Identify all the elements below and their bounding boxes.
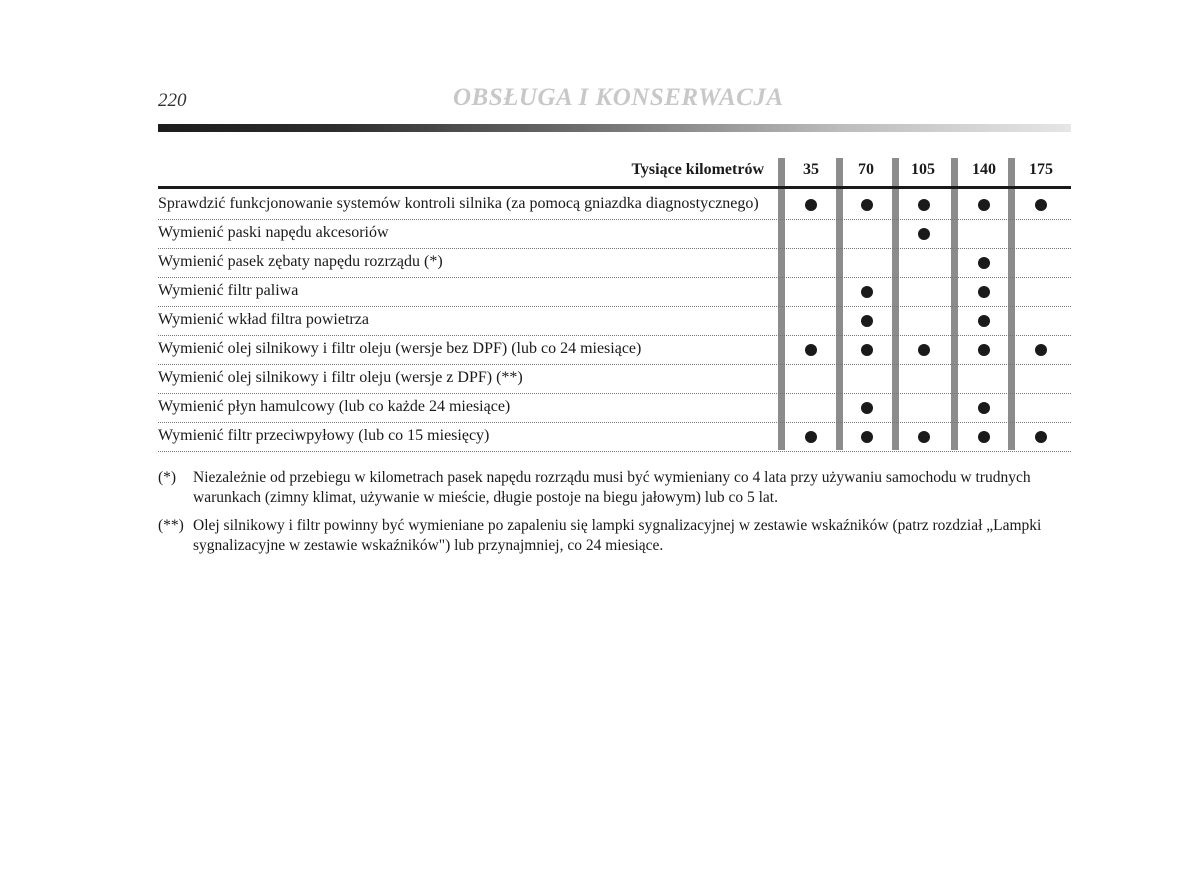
service-dot-icon xyxy=(918,344,930,356)
km-header-35: 35 xyxy=(803,161,819,178)
header-divider xyxy=(158,186,1071,189)
row-label: Wymienić olej silnikowy i filtr oleju (wersje z DPF) (**) xyxy=(158,369,523,386)
service-dot-icon xyxy=(1035,344,1047,356)
table-row xyxy=(158,190,1071,220)
service-dot-icon xyxy=(918,228,930,240)
service-dot-icon xyxy=(805,199,817,211)
row-label: Wymienić filtr paliwa xyxy=(158,282,299,299)
km-header-105: 105 xyxy=(911,161,935,178)
km-header-140: 140 xyxy=(972,161,996,178)
service-dot-icon xyxy=(978,344,990,356)
service-dot-icon xyxy=(1035,431,1047,443)
row-label: Wymienić olej silnikowy i filtr oleju (wersje bez DPF) (lub co 24 miesiące) xyxy=(158,340,642,357)
row-label: Wymienić filtr przeciwpyłowy (lub co 15 miesięcy) xyxy=(158,427,490,444)
header-rule xyxy=(158,124,1071,132)
km-header-70: 70 xyxy=(858,161,874,178)
service-dot-icon xyxy=(978,315,990,327)
footnote-text: Olej silnikowy i filtr powinny być wymieniane po zapaleniu się lampki sygnalizacyjnej w zestawie wskaźników (patrz rozdział „Lampki sygnalizacyjne w zestawie wskaźników") lub przynajmniej, co 24 miesiące. xyxy=(193,517,1042,554)
table-row xyxy=(158,277,1071,307)
service-dot-icon xyxy=(861,402,873,414)
row-label: Wymienić paski napędu akcesoriów xyxy=(158,224,389,241)
footnote-text: Niezależnie od przebiegu w kilometrach pasek napędu rozrządu musi być wymieniany co 4 lata przy używaniu samochodu w trudnych warunkach (zimny klimat, używanie w mieście, długie postoje na biegu jałowym) lub co 5 lat. xyxy=(193,469,1031,506)
table-row xyxy=(158,422,1071,452)
service-dot-icon xyxy=(861,315,873,327)
footnotes xyxy=(158,468,1071,564)
footnote-mark: (**) xyxy=(158,517,184,534)
row-label: Wymienić płyn hamulcowy (lub co każde 24 miesiące) xyxy=(158,398,511,415)
service-dot-icon xyxy=(805,431,817,443)
service-dot-icon xyxy=(1035,199,1047,211)
table-row xyxy=(158,219,1071,249)
table-row xyxy=(158,364,1071,394)
table-row xyxy=(158,393,1071,423)
service-dot-icon xyxy=(978,286,990,298)
maintenance-table xyxy=(158,158,1071,450)
row-label: Wymienić wkład filtra powietrza xyxy=(158,311,369,328)
service-dot-icon xyxy=(918,431,930,443)
service-dot-icon xyxy=(978,257,990,269)
service-dot-icon xyxy=(861,286,873,298)
service-dot-icon xyxy=(861,344,873,356)
row-label: Sprawdzić funkcjonowanie systemów kontroli silnika (za pomocą gniazdka diagnostycznego) xyxy=(158,195,759,212)
service-dot-icon xyxy=(918,199,930,211)
table-row xyxy=(158,335,1071,365)
service-dot-icon xyxy=(978,431,990,443)
service-dot-icon xyxy=(861,199,873,211)
service-dot-icon xyxy=(805,344,817,356)
table-row xyxy=(158,306,1071,336)
service-dot-icon xyxy=(861,431,873,443)
section-title: OBSŁUGA I KONSERWACJA xyxy=(453,84,784,111)
footnote xyxy=(158,468,1071,508)
table-row xyxy=(158,248,1071,278)
row-label: Wymienić pasek zębaty napędu rozrządu (*) xyxy=(158,253,443,270)
service-dot-icon xyxy=(978,402,990,414)
footnote-mark: (*) xyxy=(158,469,177,486)
km-header-175: 175 xyxy=(1029,161,1053,178)
km-column-label: Tysiące kilometrów xyxy=(631,161,764,178)
service-dot-icon xyxy=(978,199,990,211)
footnote xyxy=(158,516,1071,556)
page-number: 220 xyxy=(158,90,187,111)
